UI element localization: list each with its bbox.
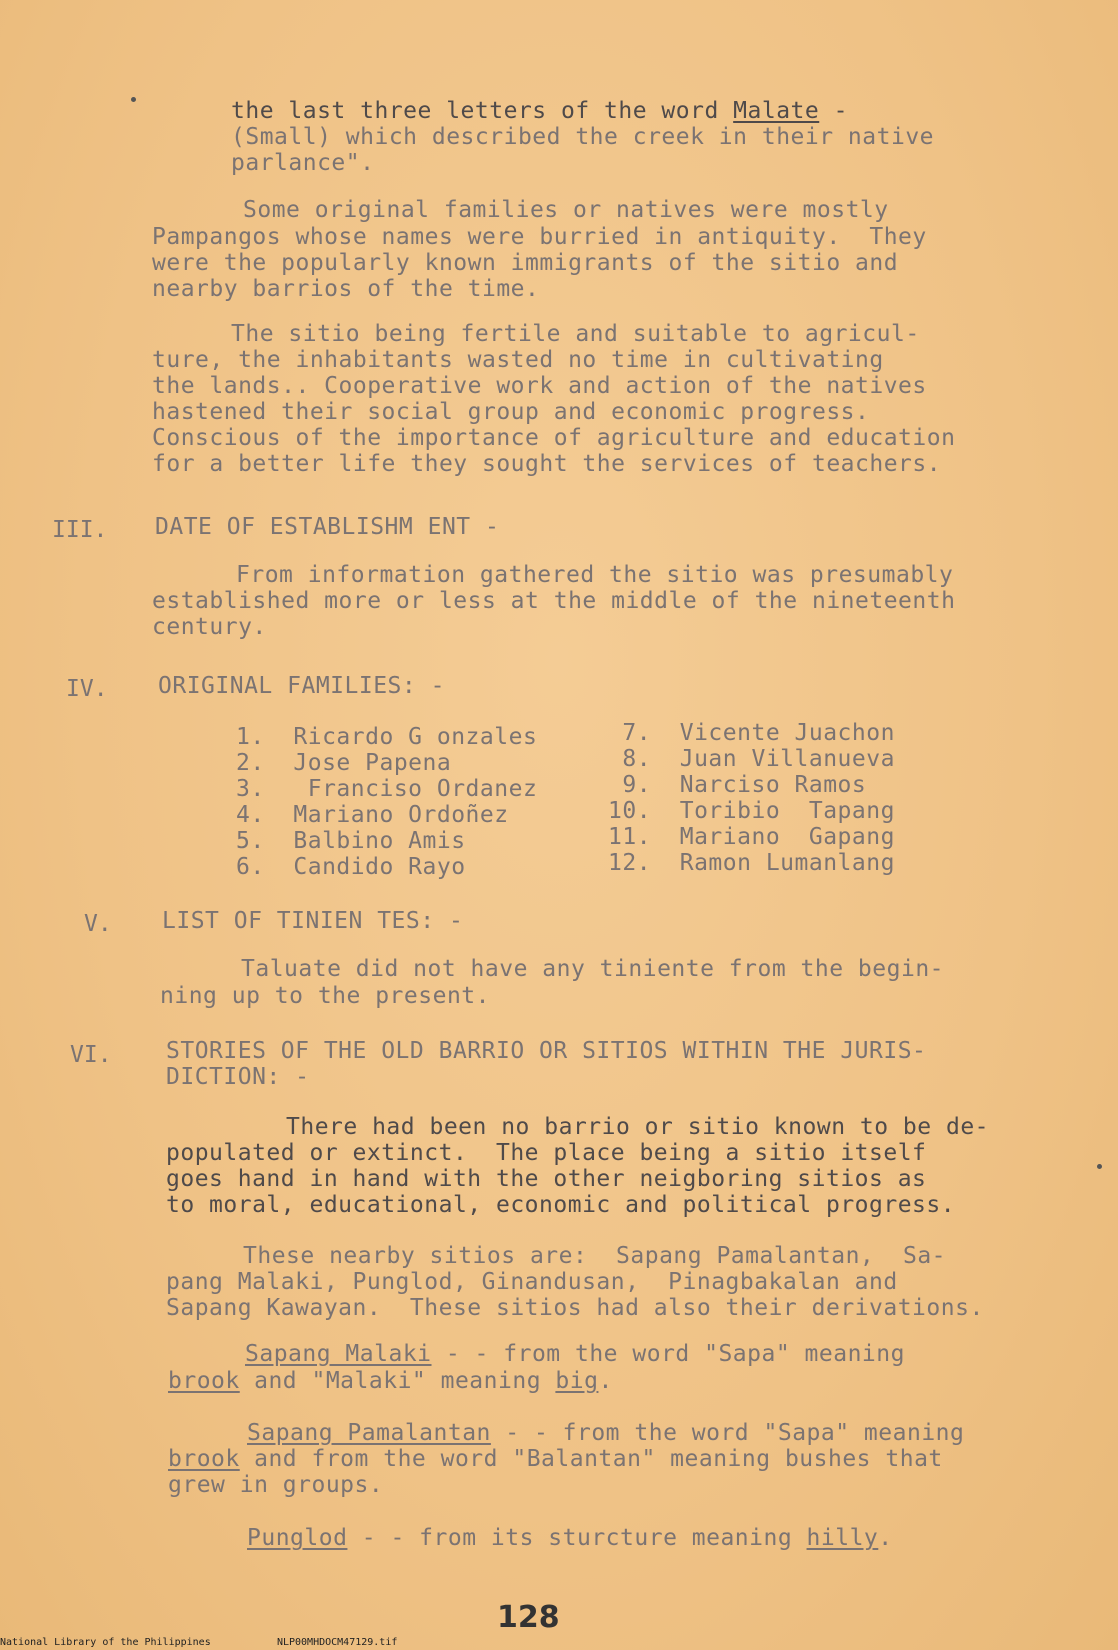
para-agri-line: Conscious of the importance of agriculture and education — [152, 425, 956, 451]
para-nearby-line: pang Malaki, Punglod, Ginandusan, Pinagbakalan and — [166, 1269, 898, 1295]
family-item: 5. Balbino Amis — [236, 828, 466, 854]
para-nearby-line: These nearby sitios are: Sapang Pamalantan, Sa- — [243, 1243, 947, 1269]
para-agri-line: for a better life they sought the services of teachers. — [152, 451, 942, 477]
para-nearby-line: Sapang Kawayan. These sitios had also their derivations. — [166, 1295, 984, 1321]
family-item: 7. Vicente Juachon — [608, 720, 895, 746]
section-heading-cont: DICTION: - — [166, 1064, 310, 1090]
deriv-pamalantan-line-2: brook and from the word "Balantan" meaning bushes that — [168, 1446, 943, 1472]
section-number: VI. — [70, 1042, 112, 1068]
para-depop-line: to moral, educational, economic and political progress. — [166, 1192, 956, 1218]
family-item: 4. Mariano Ordoñez — [236, 802, 509, 828]
section-heading: LIST OF TINIEN TES: - — [162, 908, 464, 934]
para-depop-line: populated or extinct. The place being a sitio itself — [166, 1140, 927, 1166]
speck — [1097, 1164, 1102, 1169]
para-date-line: From information gathered the sitio was presumably — [236, 562, 954, 588]
para-families-line: nearby barrios of the time. — [152, 276, 540, 302]
family-item: 12. Ramon Lumanlang — [608, 850, 895, 876]
intro-line-1: the last three letters of the word Malate - — [231, 98, 848, 124]
family-item: 6. Candido Rayo — [236, 854, 466, 880]
family-item: 9. Narciso Ramos — [608, 772, 867, 798]
para-depop-line: goes hand in hand with the other neigboring sitios as — [166, 1166, 927, 1192]
para-agri-line: hastened their social group and economic progress. — [152, 399, 870, 425]
intro-line-2: (Small) which described the creek in their native — [231, 124, 935, 150]
page-number: 128 — [497, 1600, 560, 1635]
para-date-line: century. — [152, 614, 267, 640]
para-tiniente-line: ning up to the present. — [160, 983, 490, 1009]
family-item: 2. Jose Papena — [236, 750, 452, 776]
family-item: 8. Juan Villanueva — [608, 746, 895, 772]
para-families-line: Pampangos whose names were burried in antiquity. They — [152, 224, 927, 250]
para-depop-line: There had been no barrio or sitio known to be de- — [286, 1114, 990, 1140]
deriv-malaki-line-2: brook and "Malaki" meaning big. — [168, 1368, 613, 1394]
deriv-pamalantan-line-1: Sapang Pamalantan - - from the word "Sapa" meaning — [247, 1420, 965, 1446]
para-families-line: Some original families or natives were mostly — [243, 197, 889, 223]
section-heading: DATE OF ESTABLISHM ENT - — [155, 514, 500, 540]
section-number: IV. — [66, 676, 108, 702]
deriv-pamalantan-line-3: grew in groups. — [168, 1472, 384, 1498]
para-agri-line: the lands.. Cooperative work and action of the natives — [152, 373, 927, 399]
para-families-line: were the popularly known immigrants of the sitio and — [152, 250, 899, 276]
section-number: V. — [84, 911, 112, 937]
archive-footer: National Library of the Philippines NLP00MHDOCM47129.tif — [0, 1637, 398, 1648]
section-number: III. — [52, 517, 108, 543]
deriv-malaki-line-1: Sapang Malaki - - from the word "Sapa" meaning — [245, 1341, 905, 1367]
family-item: 11. Mariano Gapang — [608, 824, 895, 850]
para-agri-line: ture, the inhabitants wasted no time in cultivating — [152, 347, 884, 373]
section-heading: STORIES OF THE OLD BARRIO OR SITIOS WITHIN THE JURIS- — [166, 1038, 927, 1064]
speck — [131, 97, 136, 102]
family-item: 1. Ricardo G onzales — [236, 724, 538, 750]
family-item: 3. Franciso Ordanez — [236, 776, 538, 802]
para-date-line: established more or less at the middle of the nineteenth — [152, 588, 956, 614]
para-tiniente-line: Taluate did not have any tiniente from the begin- — [241, 956, 945, 982]
para-agri-line: The sitio being fertile and suitable to agricul- — [231, 321, 920, 347]
family-item: 10. Toribio Tapang — [608, 798, 895, 824]
deriv-punglod-line: Punglod - - from its sturcture meaning hilly. — [247, 1525, 893, 1551]
section-heading: ORIGINAL FAMILIES: - — [158, 673, 445, 699]
intro-line-3: parlance". — [231, 150, 375, 176]
